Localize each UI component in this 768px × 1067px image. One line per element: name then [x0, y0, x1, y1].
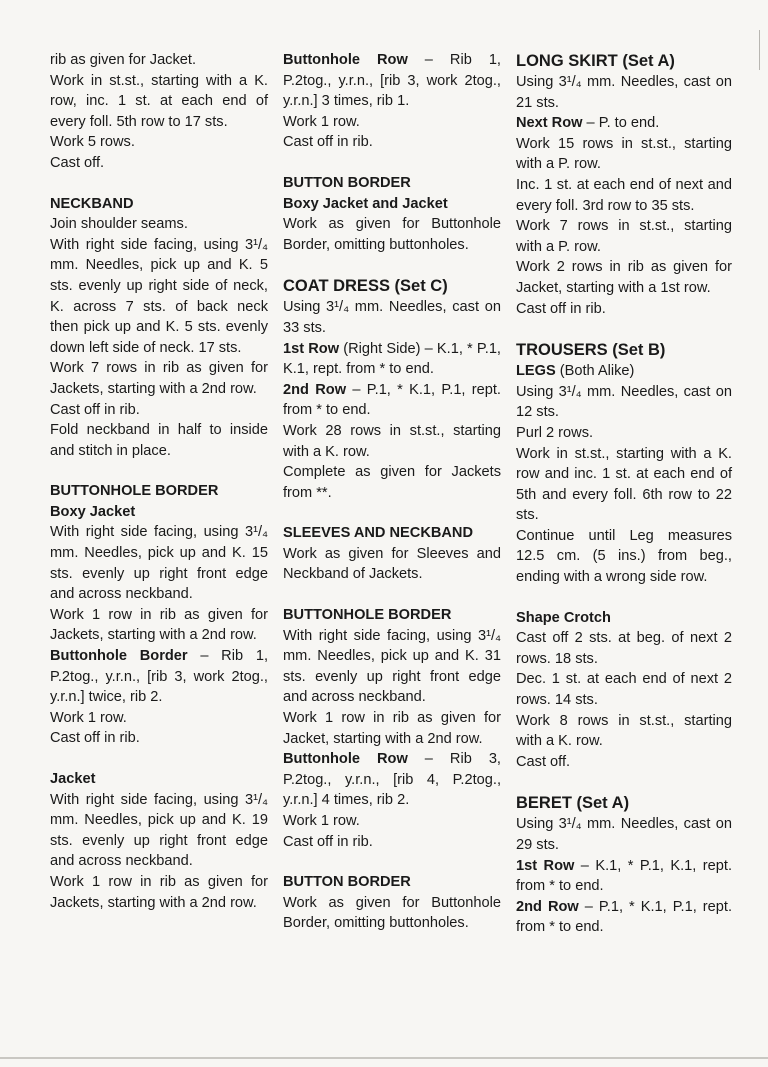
- section-heading-neckband: NECKBAND: [50, 195, 134, 212]
- row-label: Buttonhole Border: [50, 648, 188, 665]
- instruction-text: Using 3¹/₄ mm. Needles, cast on 21 sts.: [516, 74, 732, 111]
- instruction-row: [283, 380, 501, 421]
- row-text: – Rib 1, P.2tog., y.r.n., [rib 3, work 2tog., y.r.n.] 3 times, rib 1.: [283, 52, 501, 110]
- column-3: [516, 50, 732, 938]
- instruction-text: Work in st.st., starting with a K. row, inc. 1 st. at each end of every foll. 5th row to 17 sts.: [50, 72, 268, 130]
- section-heading-sleeves-neckband: SLEEVES AND NECKBAND: [283, 525, 474, 542]
- instruction-row: [516, 856, 732, 897]
- row-text: – Rib 1, P.2tog., y.r.n., [rib 3, work 2tog., y.r.n.] twice, rib 2.: [50, 648, 268, 706]
- instruction-text: Complete as given for Jackets from **.: [283, 464, 501, 501]
- row-text: – P.1, * K.1, P.1, rept. from * to end.: [283, 381, 501, 419]
- subheading-boxy-jacket-and-jacket: Boxy Jacket and Jacket: [283, 195, 448, 212]
- instruction-text: With right side facing, using 3¹/₄ mm. Needles, pick up and K. 5 sts. evenly up right side of neck, K. across 7 sts. of back neck then pick up and K. 5 sts. evenly down left side of neck. 17 sts.: [50, 236, 268, 356]
- row-text: – P. to end.: [582, 115, 660, 132]
- instruction-text: With right side facing, using 3¹/₄ mm. Needles, pick up and K. 15 sts. evenly up right front edge and across neckband.: [50, 524, 268, 603]
- row-text: – K.1, * P.1, K.1, rept. from * to end.: [516, 857, 732, 895]
- instruction-text: Work in st.st., starting with a K. row and inc. 1 st. at each end of 5th and every foll. 6th row to 22 sts.: [516, 445, 732, 524]
- row-text: – Rib 3, P.2tog., y.r.n., [rib 4, P.2tog., y.r.n.] 4 times, rib 2.: [283, 751, 501, 809]
- row-label: Buttonhole Row: [283, 52, 408, 68]
- instruction-text: Work as given for Sleeves and Neckband of Jackets.: [283, 545, 501, 583]
- section-title-trousers: TROUSERS (Set B): [516, 341, 666, 360]
- section-heading-buttonhole-border: BUTTONHOLE BORDER: [283, 607, 452, 624]
- instruction-text: Using 3¹/₄ mm. Needles, cast on 29 sts.: [516, 816, 732, 853]
- instruction-text: Work as given for Buttonhole Border, omitting buttonholes.: [283, 894, 501, 932]
- instruction-text: Work 1 row.: [50, 709, 127, 726]
- instruction-text: Using 3¹/₄ mm. Needles, cast on 33 sts.: [283, 299, 501, 336]
- instruction-text: Work 5 rows.: [50, 134, 135, 151]
- instruction-text: Work 1 row in rib as given for Jackets, starting with a 2nd row.: [50, 873, 268, 911]
- instruction-text: Purl 2 rows.: [516, 424, 594, 441]
- row-label: 2nd Row: [516, 898, 579, 915]
- instruction-text: Cast off in rib.: [283, 134, 373, 151]
- instruction-text: Work 15 rows in st.st., starting with a P. row.: [516, 135, 732, 173]
- row-text: (Right Side) – K.1, * P.1, K.1, rept. from * to end.: [283, 340, 501, 378]
- instruction-row: [516, 361, 732, 382]
- instruction-text: Cast off.: [516, 753, 571, 770]
- instruction-text: Using 3¹/₄ mm. Needles, cast on 12 sts.: [516, 383, 732, 421]
- instruction-text: Work 7 rows in st.st., starting with a P. row.: [516, 218, 732, 255]
- page-bottom-edge: [0, 1057, 768, 1059]
- instruction-row: [516, 113, 732, 134]
- row-label: 2nd Row: [283, 381, 347, 398]
- instruction-text: Work as given for Buttonhole Border, omitting buttonholes.: [283, 216, 501, 253]
- instruction-text: Cast off in rib.: [283, 833, 373, 850]
- instruction-text: Work 1 row in rib as given for Jackets, starting with a 2nd row.: [50, 606, 268, 644]
- section-title-long-skirt: LONG SKIRT (Set A): [516, 52, 675, 70]
- row-label: Next Row: [516, 115, 583, 132]
- instruction-text: Dec. 1 st. at each end of next 2 rows. 14 sts.: [516, 671, 732, 709]
- instruction-text: Work 1 row.: [283, 113, 360, 130]
- section-heading-button-border: BUTTON BORDER: [283, 174, 411, 191]
- row-text: (Both Alike): [555, 363, 635, 380]
- instruction-text: With right side facing, using 3¹/₄ mm. Needles, pick up and K. 31 sts. evenly up right front edge and across neckband.: [283, 627, 501, 706]
- instruction-text: Work 7 rows in rib as given for Jackets, starting with a 2nd row.: [50, 360, 268, 397]
- instruction-row: [283, 339, 501, 380]
- page-corner-mark: [759, 30, 768, 70]
- instruction-text: Continue until Leg measures 12.5 cm. (5 ins.) from beg., ending with a wrong side row.: [516, 527, 732, 586]
- instruction-text: Work 1 row in rib as given for Jacket, starting with a 2nd row.: [283, 710, 501, 747]
- section-heading-buttonhole-border: BUTTONHOLE BORDER: [50, 483, 219, 500]
- section-heading-button-border: BUTTON BORDER: [283, 874, 411, 891]
- column-2: [283, 50, 501, 934]
- instruction-text: With right side facing, using 3¹/₄ mm. Needles, pick up and K. 19 sts. evenly up right front edge and across neckband.: [50, 791, 268, 870]
- instruction-row: [283, 749, 501, 811]
- row-label: Buttonhole Row: [283, 751, 408, 768]
- row-text: – P.1, * K.1, P.1, rept. from * to end.: [516, 898, 732, 936]
- subheading-shape-crotch: Shape Crotch: [516, 609, 611, 626]
- instruction-text: Cast off in rib.: [516, 300, 606, 317]
- instruction-text: Cast off in rib.: [50, 401, 140, 418]
- section-title-coat-dress: COAT DRESS (Set C): [283, 277, 448, 296]
- instruction-text: rib as given for Jacket.: [50, 52, 197, 68]
- instruction-text: Cast off 2 sts. at beg. of next 2 rows. 18 sts.: [516, 630, 732, 667]
- row-label: 1st Row: [516, 857, 575, 874]
- instruction-text: Inc. 1 st. at each end of next and every foll. 3rd row to 35 sts.: [516, 176, 732, 214]
- instruction-row: [50, 646, 268, 708]
- instruction-text: Join shoulder seams.: [50, 216, 188, 233]
- instruction-text: Cast off in rib.: [50, 730, 140, 747]
- instruction-text: Fold neckband in half to inside and stitch in place.: [50, 422, 268, 459]
- row-label: 1st Row: [283, 340, 340, 357]
- instruction-row: [283, 50, 501, 112]
- instruction-text: Cast off.: [50, 154, 105, 171]
- subheading-jacket: Jacket: [50, 771, 96, 787]
- instruction-text: Work 2 rows in rib as given for Jacket, starting with a 1st row.: [516, 259, 732, 296]
- instruction-text: Work 8 rows in st.st., starting with a K. row.: [516, 712, 732, 750]
- instruction-text: Work 28 rows in st.st., starting with a K. row.: [283, 422, 501, 460]
- instruction-row: [516, 897, 732, 938]
- subheading-boxy-jacket: Boxy Jacket: [50, 503, 136, 520]
- instruction-text: Work 1 row.: [283, 813, 360, 829]
- row-label: LEGS: [516, 363, 556, 380]
- column-1: [50, 50, 268, 913]
- section-title-beret: BERET (Set A): [516, 794, 630, 813]
